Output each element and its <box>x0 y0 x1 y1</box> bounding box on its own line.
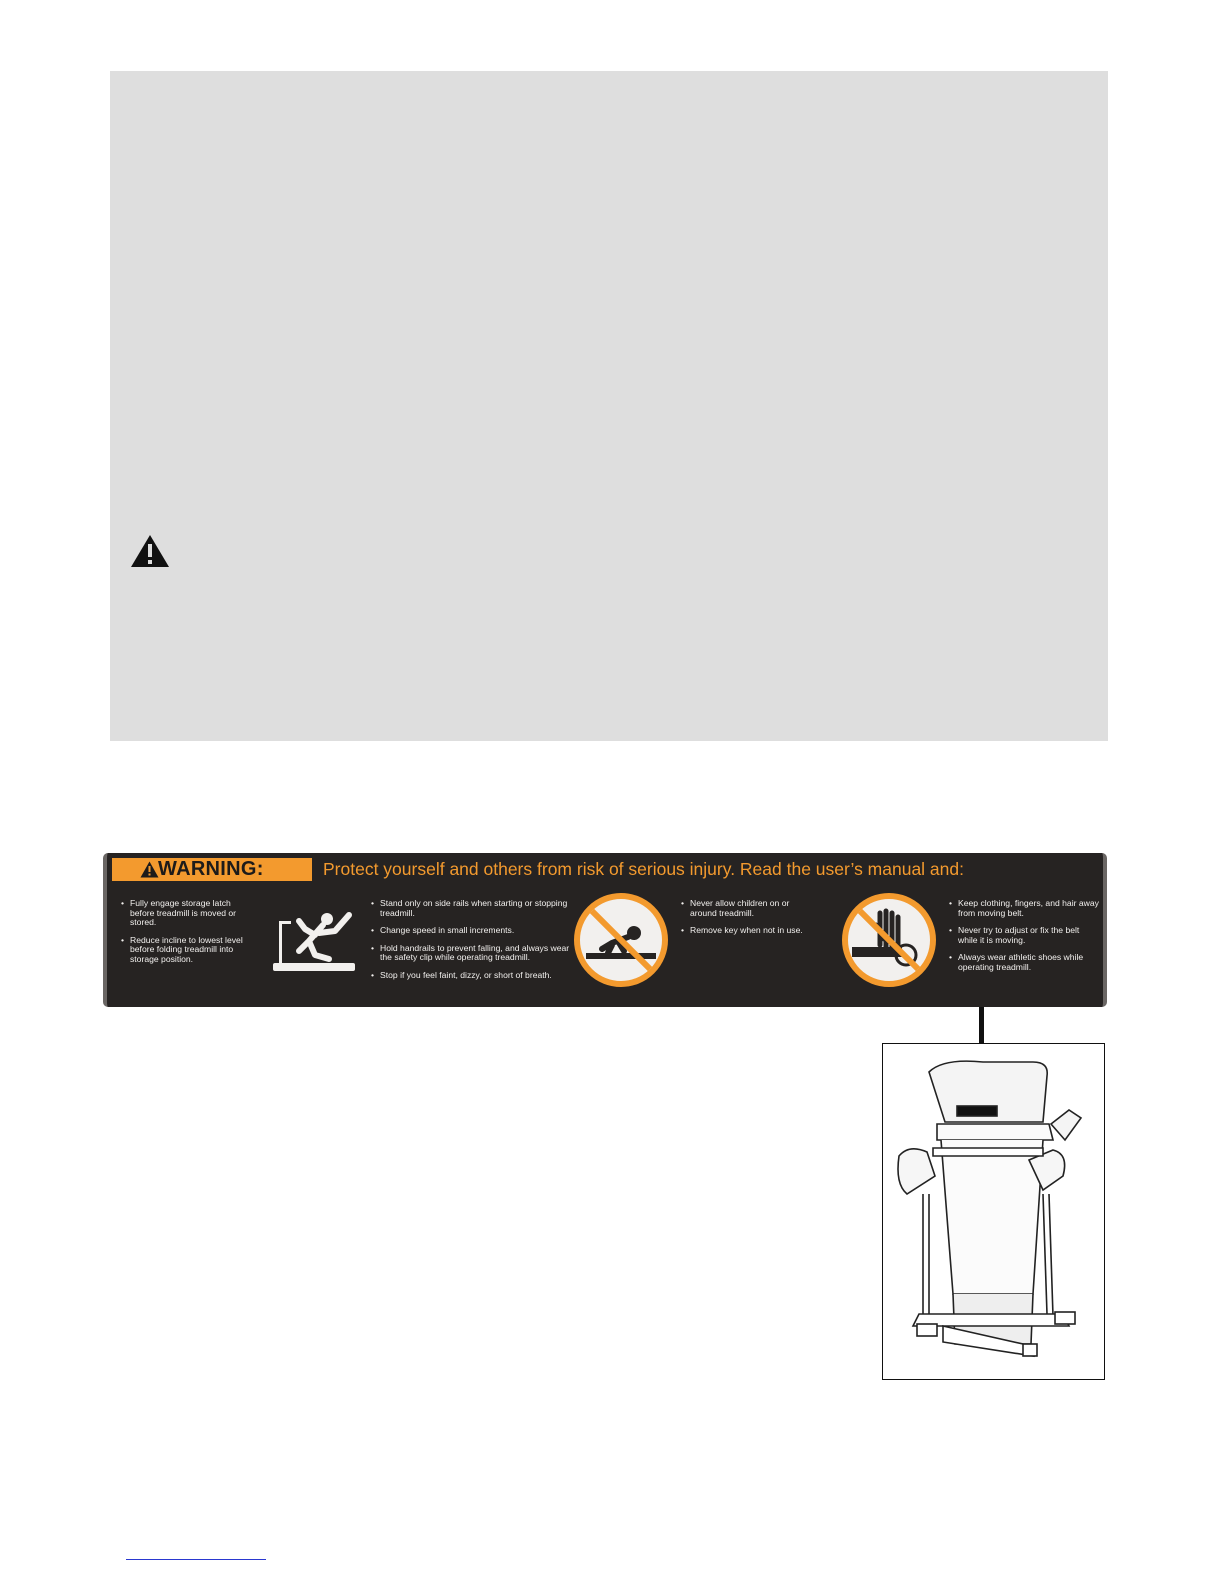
warning-item: • Keep clothing, fingers, and hair away from moving belt. <box>949 899 1099 918</box>
treadmill-folded-illustration <box>883 1044 1103 1378</box>
warning-column-4 <box>949 899 1099 981</box>
warning-item: • Remove key when not in use. <box>681 926 816 936</box>
warning-column-3 <box>681 899 816 944</box>
warning-header <box>112 858 312 881</box>
falling-person-icon <box>269 905 359 975</box>
warning-column-1 <box>121 899 256 973</box>
footer-link-underline[interactable] <box>126 1554 266 1560</box>
warning-item: • Change speed in small increments. <box>371 926 571 936</box>
warning-item: • Never try to adjust or fix the belt while it is moving. <box>949 926 1099 945</box>
warning-column-2 <box>371 899 571 989</box>
warning-item: • Reduce incline to lowest level before folding treadmill into storage position. <box>121 936 256 965</box>
warning-item: • Stop if you feel faint, dizzy, or short of breath. <box>371 971 571 981</box>
warning-item: • Hold handrails to prevent falling, and always wear the safety clip while operating treadmill. <box>371 944 571 963</box>
warning-triangle-icon <box>140 861 159 878</box>
warning-item: • Never allow children on or around treadmill. <box>681 899 816 918</box>
info-panel <box>110 71 1108 741</box>
warning-item: • Stand only on side rails when starting or stopping treadmill. <box>371 899 571 918</box>
no-hands-on-belt-icon <box>840 891 938 989</box>
treadmill-diagram <box>882 1043 1105 1380</box>
no-children-icon <box>572 891 670 989</box>
warning-subtitle: Protect yourself and others from risk of serious injury. Read the user’s manual and: <box>323 859 964 879</box>
warning-header-label: WARNING: <box>158 858 264 880</box>
warning-decal <box>103 853 1107 1007</box>
warning-item: • Always wear athletic shoes while operating treadmill. <box>949 953 1099 972</box>
caution-triangle-icon <box>130 534 170 568</box>
warning-item: • Fully engage storage latch before treadmill is moved or stored. <box>121 899 256 928</box>
